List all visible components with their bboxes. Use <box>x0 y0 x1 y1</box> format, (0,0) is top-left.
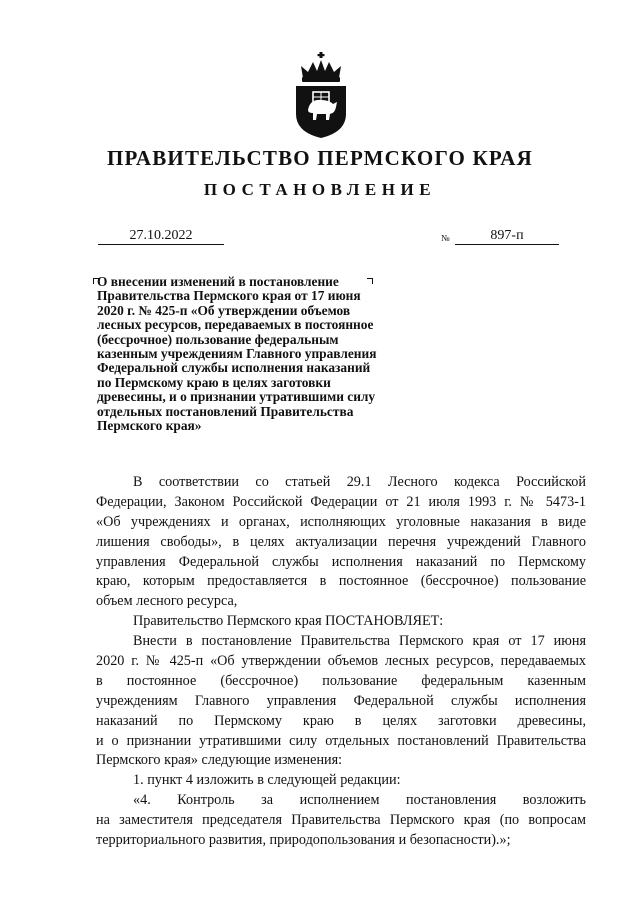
perm-krai-coat-of-arms-icon <box>293 52 349 140</box>
subject-line: древесины, и о признании утратившими силу <box>97 389 376 405</box>
body-line: 1. пункт 4 изложить в следующей редакции: <box>133 772 401 789</box>
body-line: краю, которым предоставляется в постоянное (бессрочное) пользование <box>96 573 586 590</box>
body-line: 2020 г. № 425-п «Об утверждении объемов лесных ресурсов, передаваемых <box>96 653 586 670</box>
subject-line: (бессрочное) пользование федеральным <box>97 331 339 347</box>
subject-line: отдельных постановлений Правительства <box>97 403 354 419</box>
subject-line: Пермского края» <box>97 418 202 434</box>
body-line: объем лесного ресурса, <box>96 593 238 610</box>
body-line: «4. Контроль за исполнением постановления возложить <box>133 792 586 809</box>
government-title: ПРАВИТЕЛЬСТВО ПЕРМСКОГО КРАЯ <box>106 146 533 170</box>
subject-line: по Пермскому краю в целях заготовки <box>97 374 331 390</box>
subject-line: О внесении изменений в постановление <box>97 274 339 289</box>
body-line: в постоянное (бессрочное) пользование федеральным казенным <box>96 672 586 689</box>
body-line: лишения свободы», в целях актуализации перечня учреждений Главного <box>96 533 586 550</box>
body-line: управления Федеральной службы исполнения наказаний по Пермскому <box>96 553 586 570</box>
subject-line: лесных ресурсов, передаваемых в постоянное <box>97 317 374 333</box>
body-line: Правительство Пермского края ПОСТАНОВЛЯЕТ: <box>133 613 444 630</box>
body-line: и о признании утратившими силу отдельных постановлений Правительства <box>96 732 586 749</box>
document-date: 27.10.2022 <box>98 227 224 245</box>
document-subject <box>97 275 397 433</box>
document-body <box>96 473 586 851</box>
body-line: на заместителя председателя Правительства Пермского края (по вопросам <box>96 812 586 829</box>
document-type: ПОСТАНОВЛЕНИЕ <box>203 180 437 199</box>
number-label: № <box>441 233 450 243</box>
body-line: Федерации, Законом Российской Федерации от 21 июля 1993 г. № 5473-1 <box>96 493 586 510</box>
body-line: Пермского края» следующие изменения: <box>96 752 343 769</box>
body-line: «Об учреждениях и органах, исполняющих уголовные наказания в виде <box>96 513 586 530</box>
document-number: 897-п <box>455 227 559 245</box>
body-line: территориального развития, природопользования и безопасности).»; <box>96 832 511 849</box>
body-line: В соответствии со статьей 29.1 Лесного кодекса Российской <box>133 474 586 490</box>
subject-line: Федеральной службы исполнения наказаний <box>97 360 371 376</box>
subject-line: Правительства Пермского края от 17 июня <box>97 288 361 304</box>
body-line: наказаний по Пермскому краю в целях заготовки древесины, <box>96 712 586 729</box>
body-line: Внести в постановление Правительства Пермского края от 17 июня <box>133 633 586 650</box>
subject-line: 2020 г. № 425-п «Об утверждении объемов <box>97 302 351 318</box>
body-line: учреждениям Главного управления Федеральной службы исполнения <box>96 692 586 709</box>
subject-line: казенным учреждениям Главного управления <box>97 346 377 362</box>
